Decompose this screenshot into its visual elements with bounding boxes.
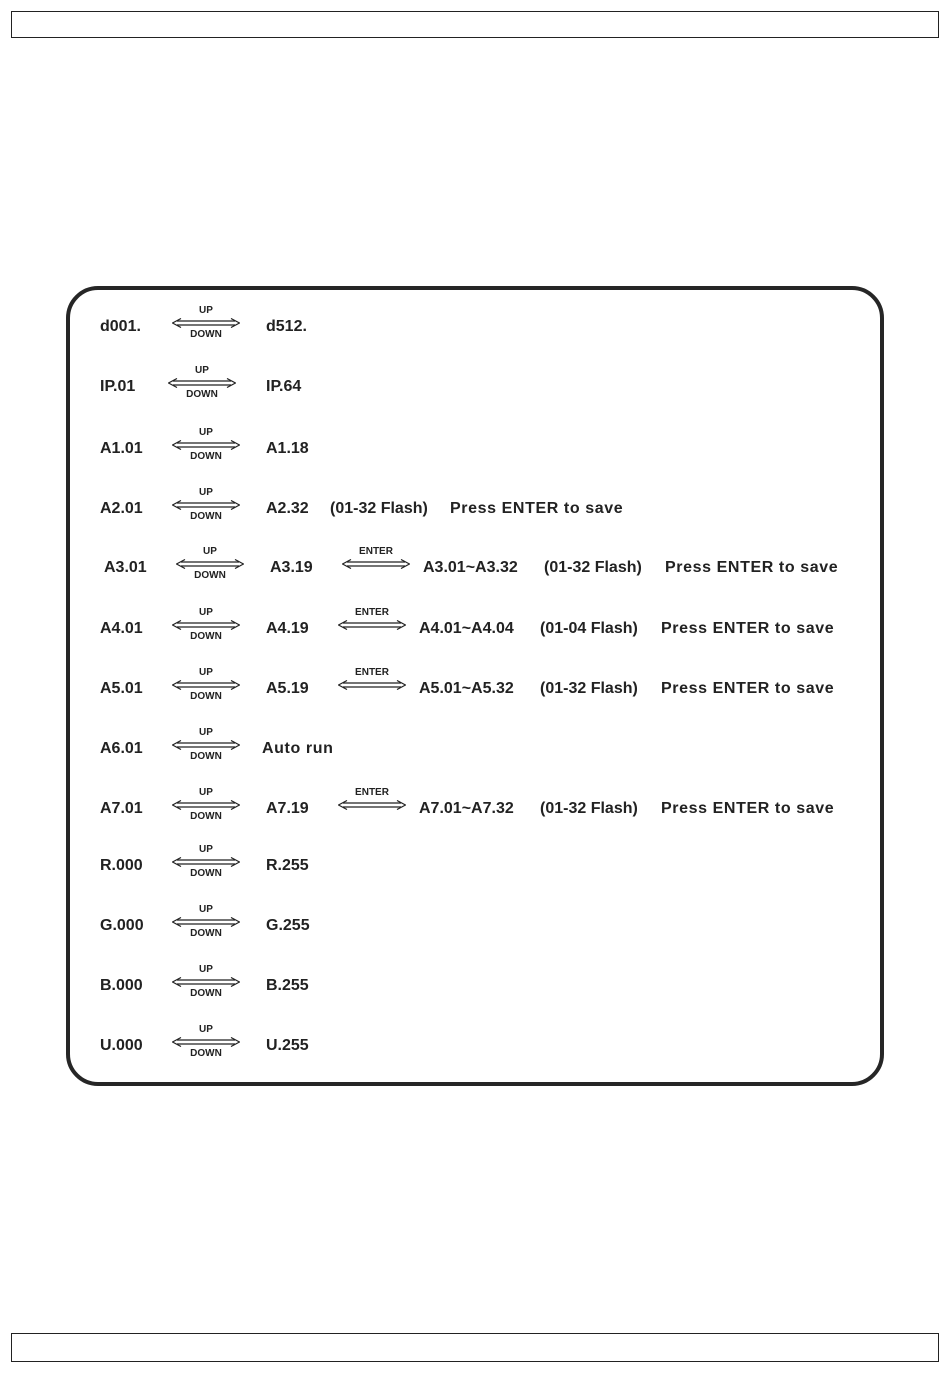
row-end-value: A3.19 [270, 559, 313, 576]
header-bar [11, 11, 939, 38]
row-start-value: A1.01 [100, 440, 143, 457]
press-enter-note: Press ENTER to save [661, 620, 835, 637]
row-end-value: A4.19 [266, 620, 309, 637]
up-down-arrow-icon [172, 788, 240, 828]
scene-range-value: A5.01~A5.32 [419, 680, 514, 697]
up-label: UP [199, 667, 213, 678]
menu-row-uv [70, 1024, 888, 1077]
up-down-arrow-icon [172, 728, 240, 768]
down-label: DOWN [190, 329, 222, 340]
up-down-arrow-icon [176, 547, 244, 587]
flash-range-label: (01-04 Flash) [540, 620, 638, 637]
down-label: DOWN [190, 988, 222, 999]
up-down-arrow-icon [172, 668, 240, 708]
down-label: DOWN [190, 928, 222, 939]
up-down-arrow-icon [172, 608, 240, 648]
row-start-value: A5.01 [100, 680, 143, 697]
up-label: UP [199, 487, 213, 498]
up-down-arrow-icon [172, 845, 240, 885]
up-label: UP [199, 427, 213, 438]
row-end-value: A1.18 [266, 440, 309, 457]
up-label: UP [199, 904, 213, 915]
flash-range-label: (01-32 Flash) [330, 500, 428, 517]
row-end-value: A5.19 [266, 680, 309, 697]
press-enter-note: Press ENTER to save [661, 680, 835, 697]
up-down-arrow-icon [172, 306, 240, 346]
flash-range-label: (01-32 Flash) [540, 800, 638, 817]
up-down-arrow-icon [168, 366, 236, 406]
menu-row-blue [70, 964, 888, 1017]
up-down-arrow-icon [172, 488, 240, 528]
down-label: DOWN [190, 1048, 222, 1059]
up-label: UP [199, 964, 213, 975]
scene-range-value: A7.01~A7.32 [419, 800, 514, 817]
up-label: UP [199, 1024, 213, 1035]
menu-row-dmx-address [70, 305, 888, 358]
down-label: DOWN [190, 868, 222, 879]
press-enter-note: Press ENTER to save [665, 559, 839, 576]
up-down-arrow-icon [172, 965, 240, 1005]
row-start-value: G.000 [100, 917, 144, 934]
up-label: UP [199, 607, 213, 618]
row-start-value: B.000 [100, 977, 143, 994]
enter-label: ENTER [359, 546, 393, 557]
up-label: UP [199, 787, 213, 798]
down-label: DOWN [190, 751, 222, 762]
enter-arrow-icon [338, 668, 406, 708]
down-label: DOWN [190, 811, 222, 822]
row-end-value: G.255 [266, 917, 310, 934]
row-end-value: IP.64 [266, 378, 302, 395]
enter-label: ENTER [355, 607, 389, 618]
up-label: UP [195, 365, 209, 376]
row-start-value: A7.01 [100, 800, 143, 817]
footer-bar [11, 1333, 939, 1362]
enter-arrow-icon [342, 547, 410, 587]
row-start-value: A3.01 [104, 559, 147, 576]
menu-row-green [70, 904, 888, 957]
enter-label: ENTER [355, 787, 389, 798]
enter-label: ENTER [355, 667, 389, 678]
auto-run-label: Auto run [262, 740, 334, 757]
down-label: DOWN [190, 631, 222, 642]
press-enter-note: Press ENTER to save [661, 800, 835, 817]
menu-map-panel [66, 286, 884, 1086]
row-end-value: R.255 [266, 857, 309, 874]
down-label: DOWN [190, 511, 222, 522]
down-label: DOWN [190, 451, 222, 462]
scene-range-value: A4.01~A4.04 [419, 620, 514, 637]
press-enter-note: Press ENTER to save [450, 500, 624, 517]
enter-arrow-icon [338, 608, 406, 648]
up-label: UP [203, 546, 217, 557]
down-label: DOWN [190, 691, 222, 702]
menu-row-a1 [70, 427, 888, 480]
row-end-value: B.255 [266, 977, 309, 994]
row-end-value: d512. [266, 318, 307, 335]
up-label: UP [199, 305, 213, 316]
up-down-arrow-icon [172, 905, 240, 945]
menu-row-a2 [70, 487, 888, 540]
row-end-value: A2.32 [266, 500, 309, 517]
up-down-arrow-icon [172, 1025, 240, 1065]
row-start-value: U.000 [100, 1037, 143, 1054]
menu-row-a6 [70, 727, 888, 780]
menu-row-a7 [70, 787, 888, 840]
row-start-value: A2.01 [100, 500, 143, 517]
down-label: DOWN [186, 389, 218, 400]
row-end-value: U.255 [266, 1037, 309, 1054]
menu-row-ip [70, 365, 888, 418]
row-start-value: A4.01 [100, 620, 143, 637]
row-end-value: A7.19 [266, 800, 309, 817]
enter-arrow-icon [338, 788, 406, 828]
up-down-arrow-icon [172, 428, 240, 468]
menu-row-a4 [70, 607, 888, 660]
row-start-value: A6.01 [100, 740, 143, 757]
scene-range-value: A3.01~A3.32 [423, 559, 518, 576]
down-label: DOWN [194, 570, 226, 581]
flash-range-label: (01-32 Flash) [544, 559, 642, 576]
menu-row-a5 [70, 667, 888, 720]
up-label: UP [199, 844, 213, 855]
flash-range-label: (01-32 Flash) [540, 680, 638, 697]
row-start-value: IP.01 [100, 378, 136, 395]
menu-row-a3 [70, 546, 888, 599]
row-start-value: d001. [100, 318, 141, 335]
up-label: UP [199, 727, 213, 738]
menu-row-red [70, 844, 888, 897]
row-start-value: R.000 [100, 857, 143, 874]
